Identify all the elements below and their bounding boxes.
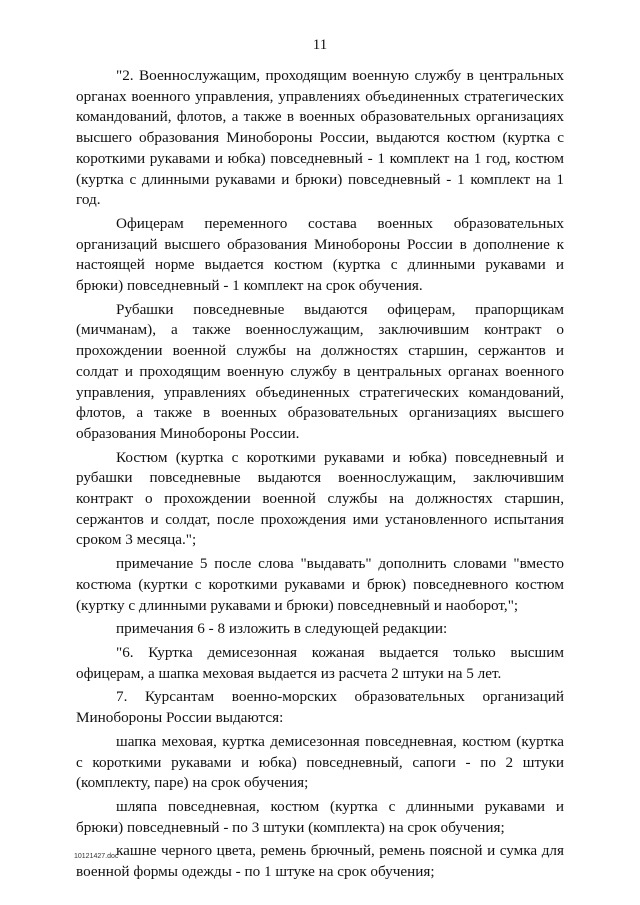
paragraph: шапка меховая, куртка демисезонная повседневная, костюм (куртка с короткими рукавами и юбка) повседневный, сапоги - по 2 штуки (комплекту, паре) на срок обучения; <box>76 732 564 792</box>
paragraph: 7. Курсантам военно-морских образовательных организаций Минобороны России выдаются: <box>76 688 564 727</box>
paragraph: шляпа повседневная, костюм (куртка с длинными рукавами и брюки) повседневный - по 3 штуки (комплекта) на срок обучения; <box>76 797 564 836</box>
document-body <box>76 66 564 883</box>
paragraph: "2. Военнослужащим, проходящим военную службу в центральных органах военного управления, управлениях объединенных стратегических командований, флотов, а также в военных образовательных организациях высшего образования Минобороны России, выдаются костюм (куртка с короткими рукавами и юбка) повседневный - 1 комплект на 1 год, костюм (куртка с длинными рукавами и брюки) повседневный - 1 комплект на 1 год. <box>76 67 564 209</box>
paragraph: "6. Куртка демисезонная кожаная выдается только высшим офицерам, а шапка меховая выдается из расчета 2 штуки на 5 лет. <box>76 643 564 682</box>
paragraph: примечание 5 после слова "выдавать" дополнить словами "вместо костюма (куртки с короткими рукавами и брюк) повседневного костюм (куртку с длинными рукавами и брюки) повседневный и наоборот,"; <box>76 555 564 614</box>
paragraph: Костюм (куртка с короткими рукавами и юбка) повседневный и рубашки повседневные выдаются военнослужащим, заключившим контракт о прохождении военной службы на должностях старшин, сержантов и солдат, после прохождения ими установленного испытания сроком 3 месяца."; <box>76 448 564 549</box>
paragraph: примечания 6 - 8 изложить в следующей редакции: <box>116 620 448 638</box>
paragraph: Рубашки повседневные выдаются офицерам, прапорщикам (мичманам), а также военнослужащим, заключившим контракт о прохождении военной службы на должностях старшин, сержантов и солдат и проходящим военную службу в центральных органах военного управления, управлениях объединенных стратегических командований, флотов, а также в военных образовательных организациях высшего образования Минобороны России. <box>76 300 564 442</box>
paragraph: Офицерам переменного состава военных образовательных организаций высшего образования Минобороны России в дополнение к настоящей норме выдается костюм (куртка с длинными рукавами и брюки) повседневный - 1 комплект на срок обучения. <box>76 214 564 295</box>
page-number: 11 <box>312 37 328 53</box>
document-filename: 10121427.doc <box>74 853 119 860</box>
paragraph: кашне черного цвета, ремень брючный, ремень поясной и сумка для военной формы одежды - по 1 штуке на срок обучения; <box>76 842 564 881</box>
